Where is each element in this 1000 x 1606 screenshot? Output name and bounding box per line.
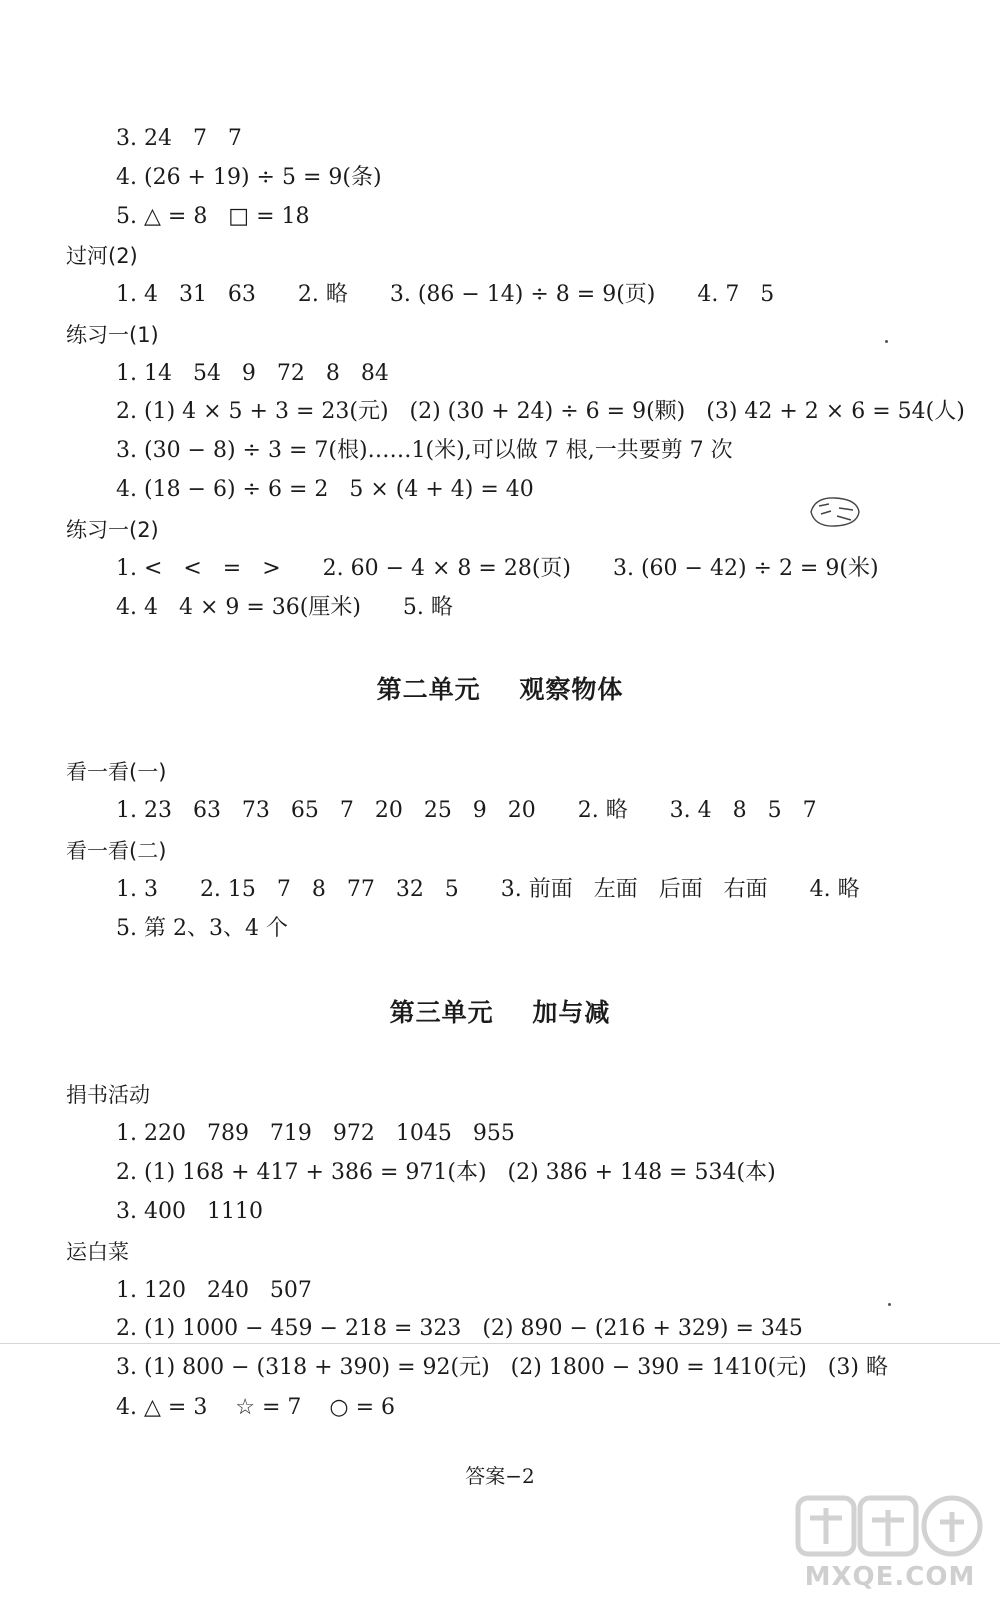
scan-speck bbox=[885, 340, 888, 343]
answer-line: 1. 3 2. 15 7 8 77 32 5 3. 前面 左面 后面 右面 4. 略 bbox=[116, 877, 860, 902]
section-heading: 过河(2) bbox=[66, 244, 138, 268]
answer-line: 4. △ = 3 ☆ = 7 ○ = 6 bbox=[116, 1395, 396, 1420]
watermark-icon bbox=[790, 1492, 990, 1562]
answer-line: 1. 23 63 73 65 7 20 25 9 20 2. 略 3. 4 8 5 7 bbox=[116, 798, 817, 823]
watermark-logo bbox=[790, 1492, 990, 1597]
section-heading: 练习一(1) bbox=[66, 323, 159, 347]
answer-line: 3. (1) 800 − (318 + 390) = 92(元) (2) 1800 − 390 = 1410(元) (3) 略 bbox=[116, 1355, 888, 1380]
unit-title: 第三单元 加与减 bbox=[389, 998, 611, 1027]
answer-line: 2. (1) 168 + 417 + 386 = 971(本) (2) 386 + 148 = 534(本) bbox=[116, 1160, 776, 1185]
answer-line: 3. (30 − 8) ÷ 3 = 7(根)……1(米),可以做 7 根,一共要剪 7 次 bbox=[116, 438, 733, 463]
section-heading: 练习一(2) bbox=[66, 518, 159, 542]
answer-line: 4. (18 − 6) ÷ 6 = 2 5 × (4 + 4) = 40 bbox=[116, 477, 534, 502]
scan-divider bbox=[0, 1343, 1000, 1344]
answer-line: 5. 第 2、3、4 个 bbox=[116, 916, 288, 941]
answer-line: 1. 4 31 63 2. 略 3. (86 − 14) ÷ 8 = 9(页) 4. 7 5 bbox=[116, 282, 775, 307]
page-number: 答案−2 bbox=[465, 1464, 535, 1488]
answer-line: 2. (1) 1000 − 459 − 218 = 323 (2) 890 − (216 + 329) = 345 bbox=[116, 1316, 803, 1341]
answer-line: 5. △ = 8 □ = 18 bbox=[116, 204, 310, 229]
answer-line: 1. < < = > 2. 60 − 4 × 8 = 28(页) 3. (60 − 42) ÷ 2 = 9(米) bbox=[116, 556, 879, 581]
answer-line: 3. 24 7 7 bbox=[116, 126, 242, 151]
section-heading: 看一看(二) bbox=[66, 839, 167, 863]
answer-line: 1. 120 240 507 bbox=[116, 1278, 312, 1303]
answer-line: 4. 4 4 × 9 = 36(厘米) 5. 略 bbox=[116, 595, 453, 620]
stamp-icon bbox=[805, 492, 865, 532]
answer-line: 1. 220 789 719 972 1045 955 bbox=[116, 1121, 515, 1146]
section-heading: 看一看(一) bbox=[66, 760, 167, 784]
section-heading: 捐书活动 bbox=[66, 1083, 150, 1107]
answer-line: 3. 400 1110 bbox=[116, 1199, 263, 1224]
watermark-text: MXQE.COM bbox=[804, 1562, 976, 1592]
answer-line: 4. (26 + 19) ÷ 5 = 9(条) bbox=[116, 165, 382, 190]
section-heading: 运白菜 bbox=[66, 1240, 129, 1264]
answer-line: 1. 14 54 9 72 8 84 bbox=[116, 361, 389, 386]
unit-title: 第二单元 观察物体 bbox=[376, 675, 624, 704]
scan-speck bbox=[888, 1303, 891, 1306]
answer-line: 2. (1) 4 × 5 + 3 = 23(元) (2) (30 + 24) ÷ 6 = 9(颗) (3) 42 + 2 × 6 = 54(人) bbox=[116, 399, 965, 424]
